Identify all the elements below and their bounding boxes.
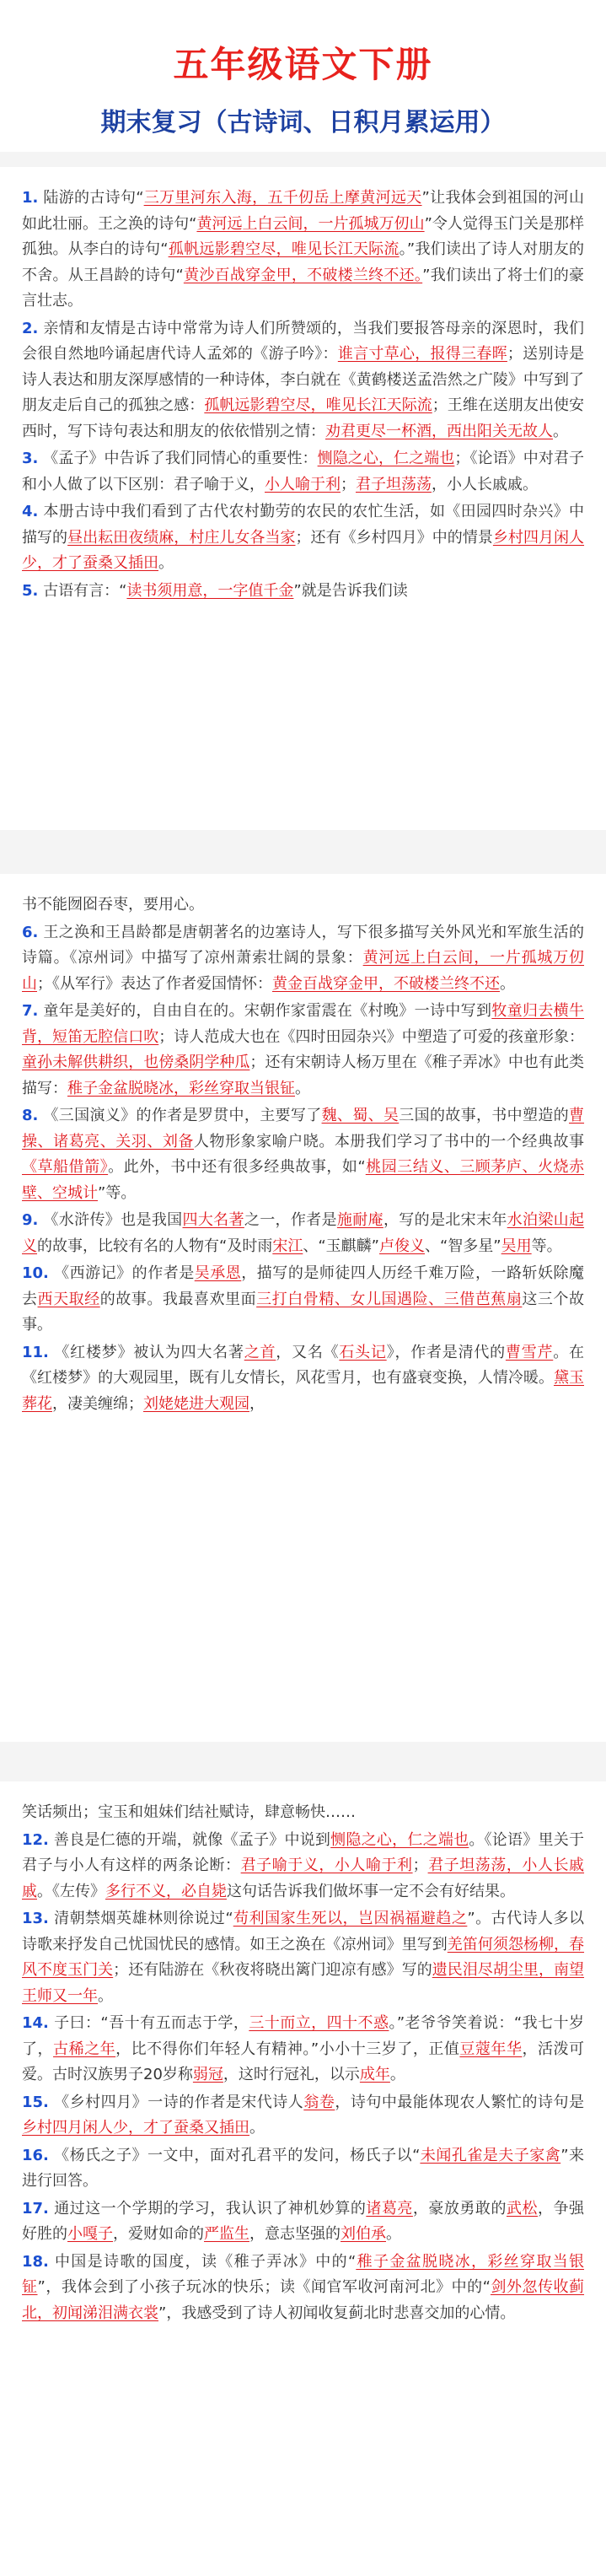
question-text: ，诗句中最能体现农人繁忙的诗句是 [335,2093,585,2111]
question-text: 。 [295,1079,310,1097]
answer-text: 武松 [506,2199,538,2218]
question-text: ； [412,1857,428,1874]
answer-text: 童孙未解供耕织，也傍桑阴学种瓜 [22,1054,250,1071]
review-item [22,1906,584,2009]
answer-text: 吴用 [501,1237,532,1255]
question-text: 中国是诗歌的国度，读《稚子弄冰》中的“ [48,2252,357,2271]
question-text: 子曰：“吾十有五而志于学， [48,2014,249,2032]
header [0,0,606,152]
question-text: 》，作者是清代的 [386,1343,506,1361]
answer-text: 遗民泪尽胡尘里，南望王师又一年 [22,1961,585,2005]
answer-text: 牧童归去横牛背，短笛无腔信口吹 [22,1002,585,1046]
question-text: ”等。 [98,1183,137,1202]
item-number: 18. [22,2252,49,2271]
answer-text: 未闻孔雀是夫子家禽 [420,2146,561,2164]
question-text: ，意志坚强的 [249,2225,341,2243]
question-text: ”就是告诉我们读 [293,581,408,600]
review-card-1 [0,167,606,830]
answer-text: 曹雪芹 [505,1343,554,1361]
answer-text: 恻隐之心，仁之端也 [317,450,455,467]
answer-text: 刘姥姥进大观园 [143,1394,249,1413]
answer-text: 之首 [244,1343,276,1361]
review-item [22,2143,584,2195]
question-text: 之一，作者是 [244,1211,337,1229]
question-text: ，这时行冠礼，以示 [223,2066,360,2083]
answer-text: 稚子金盆脱晓冰，彩丝穿取当银钲 [67,1079,295,1097]
question-text: 。 [158,554,174,572]
item-number: 12. [22,1830,49,1849]
item-number: 14. [22,2014,49,2032]
question-text: 。 [386,2225,401,2243]
item-number: 3. [22,450,39,467]
item-number: 10. [22,1264,49,1282]
review-card-3 [0,1781,606,2576]
question-text: ；送别诗是诗人表达和朋友深厚感情的一种诗体，李白就在《黄鹤楼送孟浩然之广陵》中写到了朋友走后自己的孤独之感： [22,345,585,414]
answer-text: 魏、蜀、吴 [321,1107,400,1124]
answer-text: 小嘎子 [67,2225,113,2243]
question-text: ”，我感受到了诗人初闻收复蓟北时悲喜交加的心情。 [158,2304,516,2322]
question-text: ，写的是北宋末年 [383,1211,507,1229]
answer-text: 剑外忽传收蓟北，初闻涕泪满衣裳 [22,2278,585,2322]
review-item [22,1261,584,1339]
question-text: 《红楼梦》被认为四大名著 [48,1343,244,1361]
question-text: 、“智多星” [424,1237,501,1255]
question-text: ，小人长戚戚。 [432,475,538,493]
question-text: ”让我体会到祖国的河山如此壮丽。王之涣的诗句“ [22,189,584,233]
item-number: 13. [22,1910,49,1927]
answer-text: 君子坦荡荡，小人长戚戚 [22,1857,585,1900]
answer-text: 小人喻于利 [265,475,341,493]
answer-text: 读书须用意，一字值千金 [126,581,294,600]
review-item [22,1208,584,1259]
answer-text: 黛玉葬花 [22,1369,584,1413]
question-text: 《杨氏之子》一文中，面对孔君平的发问，杨氏子以“ [48,2146,421,2164]
item-number: 11. [22,1343,49,1361]
answer-text: 三十而立，四十不惑 [249,2014,389,2032]
review-item [22,920,584,998]
review-item [22,1340,584,1418]
question-text: ；还有《乡村四月》中的情景 [295,528,493,547]
answer-text: 石头记 [339,1343,387,1361]
review-item [22,1103,584,1206]
page-title: 五年级语文下册 [173,44,433,85]
item-number: 4. [22,503,39,520]
question-text: 这三个故事。 [22,1290,585,1334]
question-text: ；《从军行》表达了作者爱国情怀： [37,974,272,993]
item-number: 6. [22,923,39,941]
answer-text: 成年 [359,2066,390,2083]
question-text: 的故事。我最喜欢里面 [99,1290,257,1308]
question-text: 的故事，比较有名的人物有“及时雨 [37,1237,273,1255]
question-text: 通过这一个学期的学习，我认识了神机妙算的 [48,2199,367,2218]
review-item [22,2250,584,2327]
answer-text: 古稀之年 [53,2040,116,2058]
review-item [22,186,584,315]
review-item [22,579,584,605]
answer-text: 三打白骨精、女儿国遇险、三借芭蕉扇 [256,1290,523,1308]
answer-text: 曹操、诸葛亮、关羽、刘备 [22,1107,585,1151]
question-text: 。”我们读出了诗人对朋友的不舍。从王昌龄的诗句“ [22,240,585,284]
answer-text: 西天取经 [37,1290,100,1308]
question-text: ”我们读出了将士们的豪言壮志。 [22,266,585,310]
question-text: ；还有陆游在《秋夜将晓出篱门迎凉有感》写的 [113,1961,432,1979]
question-text: ，争强好胜的 [22,2199,585,2243]
question-text: 。《左传》 [37,1882,105,1900]
answer-text: 恻隐之心，仁之端也 [330,1830,469,1849]
review-item [22,446,584,498]
answer-text: 桃园三结义、三顾茅庐、火烧赤壁、空城计 [22,1158,585,1202]
answer-text: 稚子金盆脱晓冰，彩丝穿取当银钲 [22,2252,585,2296]
item-number: 7. [22,1002,39,1020]
question-text: 、“玉麒麟” [303,1237,379,1255]
review-item [22,2090,584,2142]
answer-text: 苟利国家生死以，岂因祸福避趋之 [233,1910,468,1927]
answer-text: 卢俊义 [378,1237,425,1255]
question-text: 古语有言：“ [38,581,127,600]
question-text: ”令人觉得玉门关是那样孤独。从李白的诗句“ [22,214,585,258]
question-text: ，爱财如命的 [113,2225,204,2243]
answer-text: 羌笛何须怨杨柳，春风不度玉门关 [22,1935,585,1979]
question-text: 亲情和友情是古诗中常常为诗人们所赞颂的，当我们要报答母亲的深恩时，我们会很自然地吟诵起唐代诗人孟郊的《游子吟》： [22,319,584,363]
item-number: 15. [22,2093,49,2111]
question-text: 。 [500,974,515,993]
answer-text: 施耐庵 [336,1211,383,1229]
question-text: 这句话告诉我们做坏事一定不会有好结果。 [227,1882,515,1900]
question-text: 。 [98,1986,113,2005]
answer-text: 君子坦荡荡 [356,475,432,493]
question-text: ，凄美缠绵； [52,1394,143,1413]
answer-text: 黄河远上白云间，一片孤城万仞山 [22,949,585,993]
answer-text: 多行不义，必自毙 [105,1882,227,1900]
question-text: 等。 [531,1237,562,1255]
question-text: ； [341,475,356,493]
question-text: ，活泼可爱。古时汉族男子20岁称 [22,2040,585,2083]
question-text: 。 [553,422,568,440]
question-text: ；王维在送朋友出使安西时，写下诗句表达和朋友的依依惜别之情： [22,396,585,440]
question-text: 《水浒传》也是我国 [38,1211,183,1229]
question-text: 陆游的古诗句“ [38,189,144,207]
review-item [22,1828,584,1905]
answer-text: 孤帆远影碧空尽，唯见长江天际流 [168,240,400,258]
question-text: 清朝禁烟英雄林则徐说过“ [48,1910,233,1927]
answer-text: 黄金百战穿金甲，不破楼兰终不还 [272,974,500,993]
question-text: ；还有宋朝诗人杨万里在《稚子弄冰》中也有此类描写： [22,1054,585,1097]
question-text: ，豪放勇敢的 [412,2199,507,2218]
answer-text: 弱冠 [192,2066,223,2083]
review-item [22,892,584,919]
answer-text: 劝君更尽一杯酒，西出阳关无故人 [325,422,553,440]
question-text: 。《论语》里关于君子与小人有这样的两条论断： [22,1830,585,1874]
question-text: ，描写的是师徒四人历经千难万险，一路斩妖除魔去 [22,1264,585,1308]
question-text: 《三国演义》的作者是罗贯中，主要写了 [38,1107,322,1124]
answer-text: 乡村四月闲人少，才了蚕桑又插田 [22,528,585,572]
question-text: ，比不得你们年轻人有精神。”小小十三岁了，正值 [115,2040,460,2058]
item-number: 5. [22,581,39,600]
answer-text: 诸葛亮 [366,2199,413,2218]
answer-text: 四大名著 [182,1211,244,1229]
answer-text: 乡村四月闲人少，才了蚕桑又插田 [22,2119,249,2137]
question-text: 。 [249,2119,265,2137]
review-item [22,999,584,1102]
question-text: 笑话频出；宝玉和姐妹们结社赋诗，肆意畅快…… [22,1803,356,1821]
question-text: ；诗人范成大也在《四时田园杂兴》中塑造了可爱的孩童形象： [158,1027,584,1046]
question-text: ”，我体会到了小孩子玩冰的快乐；读《闻官军收河南河北》中的“ [37,2278,491,2296]
answer-text: 刘伯承 [341,2225,386,2243]
item-number: 2. [22,319,39,337]
answer-text: 豆蔻年华 [459,2040,523,2058]
review-item [22,316,584,445]
question-text: 。在《红楼梦》的大观园里，既有儿女情长，风花雪月，也有盛衰变换，人情冷暖。 [22,1343,585,1387]
item-number: 9. [22,1211,39,1229]
item-number: 17. [22,2199,49,2218]
answer-text: 宋江 [272,1237,303,1255]
answer-text: 孤帆远影碧空尽，唯见长江天际流 [204,396,432,414]
answer-text: 昼出耘田夜绩麻，村庄儿女各当家 [67,528,296,547]
review-item [22,2196,584,2248]
question-text: 《孟子》中告诉了我们同情心的重要性： [38,450,318,467]
question-text: 《西游记》的作者是 [48,1264,195,1282]
question-text: 。”老爷爷笑着说：“我七十岁了， [22,2014,585,2058]
question-text: 人物形象家喻户晓。本册我们学习了书中的一个经典故事 [193,1132,585,1151]
question-text: ；《论语》中对君子和小人做了以下区别：君子喻于义， [22,450,585,493]
question-text: 本册古诗中我们看到了古代农村勤劳的农民的农忙生活，如《田园四时杂兴》中描写的 [22,503,584,547]
question-text: ”来进行回答。 [22,2146,585,2190]
item-number: 8. [22,1107,39,1124]
answer-text: 君子喻于义，小人喻于利 [240,1857,413,1874]
review-item [22,1800,584,1826]
answer-text: 黄河远上白云间，一片孤城万仞山 [196,214,425,233]
review-card-2 [0,874,606,1742]
question-text: ”。古代诗人多以诗歌来抒发自己忧国忧民的感情。如王之涣在《凉州词》里写到 [22,1910,585,1954]
answer-text: 水泊梁山起义 [22,1211,585,1255]
answer-text: 《草船借箭》 [22,1158,109,1176]
question-text: 。此外，书中还有很多经典故事，如“ [108,1158,366,1176]
answer-text: 三万里河东入海，五千仞岳上摩黄河远天 [143,189,422,207]
item-number: 1. [22,189,39,207]
question-text: 书不能囫囵吞枣，要用心。 [22,896,204,913]
question-text: 童年是美好的，自由自在的。宋朝作家雷震在《村晚》一诗中写到 [38,1002,492,1020]
page-subtitle: 期末复习（古诗词、日积月累运用） [100,108,506,137]
answer-text: 黄沙百战穿金甲，不破楼兰终不还。 [183,266,423,284]
review-item [22,499,584,577]
question-text: ， [249,1394,265,1413]
question-text: 善良是仁德的开端，就像《孟子》中说到 [48,1830,331,1849]
question-text: 三国的故事，书中塑造的 [399,1107,570,1124]
question-text: 王之涣和王昌龄都是唐朝著名的边塞诗人，写下很多描写关外风光和军旅生活的诗篇。《凉州词》中描写了凉州萧索壮阔的景象： [22,923,584,967]
question-text: 。 [389,2066,405,2083]
answer-text: 谁言寸草心，报得三春晖 [337,345,507,363]
question-text: ，又名《 [276,1343,340,1361]
question-text: 《乡村四月》一诗的作者是宋代诗人 [48,2093,304,2111]
answer-text: 吴承恩 [194,1264,242,1282]
item-number: 16. [22,2146,49,2164]
answer-text: 严监生 [204,2225,249,2243]
review-item [22,2011,584,2088]
answer-text: 翁卷 [303,2093,335,2111]
